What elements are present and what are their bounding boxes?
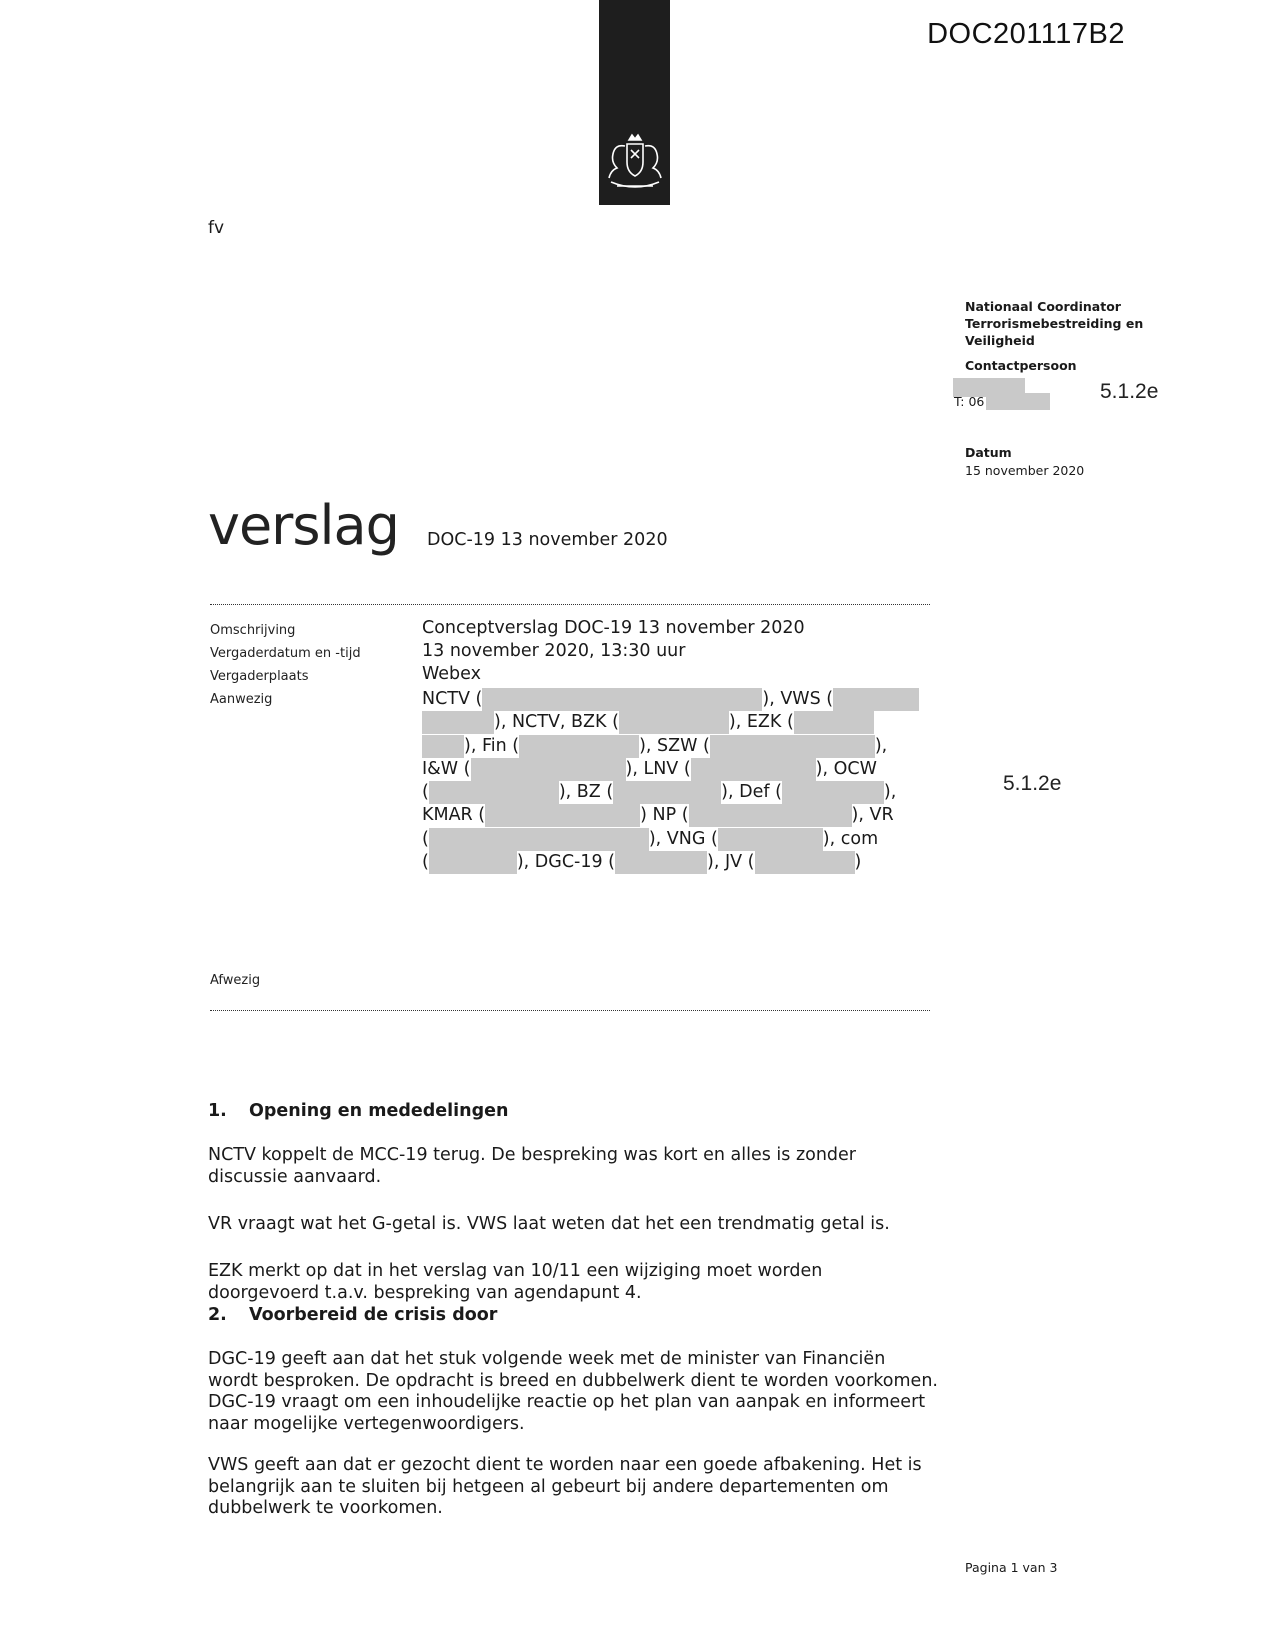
paragraph: DGC-19 geeft aan dat het stuk volgende week met de minister van Financiën wordt besproken. De opdracht is breed en dubbelwerk dient te worden voorkomen. DGC-19 vraagt om een inhoudelijke reactie op het plan van aanpak en informeert naar mogelijke vertegenwoordigers.: [208, 1349, 938, 1434]
redaction-code: 5.1.2e: [1003, 772, 1062, 795]
document-subtitle: DOC-19 13 november 2020: [427, 530, 668, 550]
org-line: Nationaal Coordinator: [965, 299, 1121, 314]
page-number: Pagina 1 van 3: [965, 1560, 1058, 1575]
divider: [210, 604, 930, 605]
paragraph: VWS geeft aan dat er gezocht dient te worden naar een goede afbakening. Het is belangrijk aan te sluiten bij hetgeen al gebeurt bij andere departementen om dubbelwerk te voorkomen.: [208, 1455, 922, 1518]
meta-value: Webex: [422, 664, 481, 684]
paragraph: VR vraagt wat het G-getal is. VWS laat weten dat het een trendmatig getal is.: [208, 1214, 890, 1234]
contact-phone: T: 06: [954, 393, 1050, 410]
meta-label: Vergaderplaats: [210, 669, 309, 684]
divider: [210, 1010, 930, 1011]
meta-label: Vergaderdatum en -tijd: [210, 646, 361, 661]
meta-label: Omschrijving: [210, 623, 296, 638]
document-id: DOC201117B2: [927, 18, 1125, 50]
document-title: verslag: [208, 494, 399, 557]
meta-label: Aanwezig: [210, 692, 273, 707]
date-value: 15 november 2020: [965, 463, 1085, 478]
date-label: Datum: [965, 445, 1012, 460]
org-line: Terrorismebestreiding en: [965, 316, 1144, 331]
crest-icon: [603, 132, 667, 192]
author-initials: fv: [208, 218, 225, 238]
redaction-code: 5.1.2e: [1100, 380, 1159, 403]
paragraph: EZK merkt op dat in het verslag van 10/11 een wijziging moet worden doorgevoerd t.a.v. bespreking van agendapunt 4.: [208, 1261, 823, 1303]
section-heading: 2. Voorbereid de crisis door: [208, 1305, 498, 1325]
meta-label: Afwezig: [210, 973, 261, 988]
section-heading: 1. Opening en mededelingen: [208, 1101, 509, 1121]
meta-value: 13 november 2020, 13:30 uur: [422, 641, 686, 661]
meta-value: Conceptverslag DOC-19 13 november 2020: [422, 618, 805, 638]
attendee-list: NCTV ( ), VWS ( ), NCTV, BZK ( ), EZK ( ), Fin ( ), SZW ( ), I&W ( ), LNV ( ), OCW ( ), BZ ( ), Def ( ), KMAR ( ) NP ( ), VR ( ), VNG ( ), com ( ), DGC-19 ( ), JV ( ): [422, 688, 932, 874]
contact-label: Contactpersoon: [965, 358, 1077, 373]
sender-organisation: [965, 298, 1143, 349]
org-line: Veiligheid: [965, 333, 1035, 348]
paragraph: NCTV koppelt de MCC-19 terug. De bespreking was kort en alles is zonder discussie aanvaard.: [208, 1145, 856, 1187]
